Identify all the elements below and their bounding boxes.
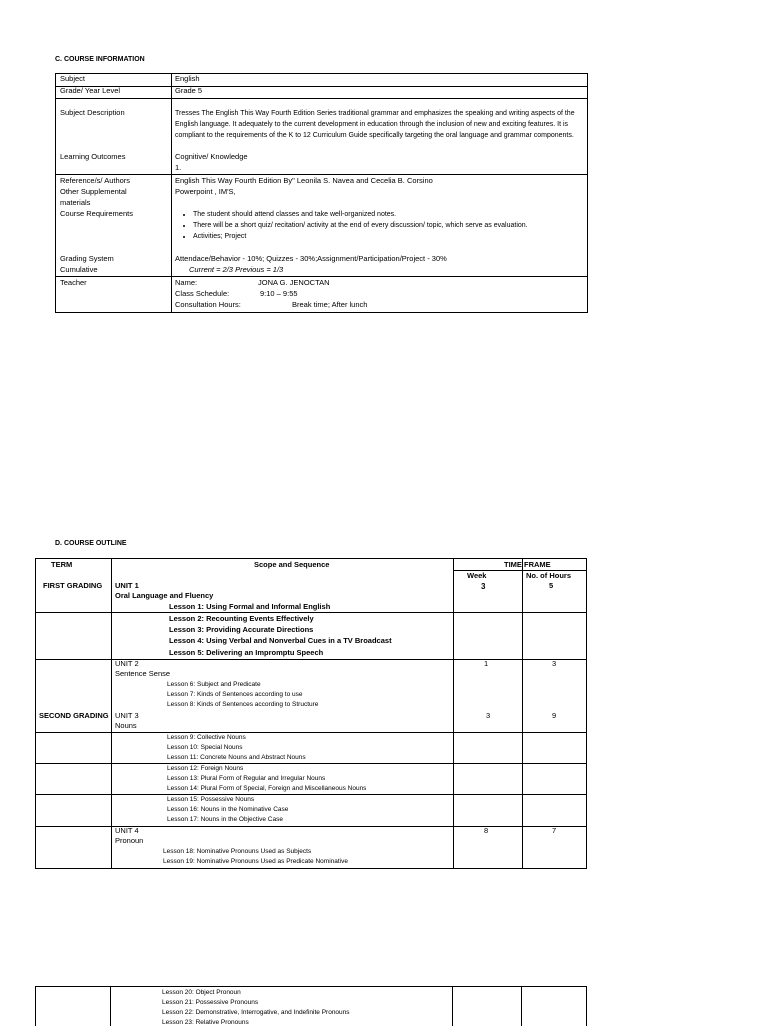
unit1-hours: 5 xyxy=(549,581,554,590)
unit2-title: UNIT 2 xyxy=(115,659,139,668)
col-timeframe-header: TIME FRAME xyxy=(504,560,551,569)
teacher-label: Teacher xyxy=(60,278,87,287)
table-divider xyxy=(56,174,587,175)
col-week-header: Week xyxy=(467,571,487,580)
table-divider xyxy=(36,794,586,795)
lesson-item: Lesson 21: Possessive Pronouns xyxy=(162,999,259,1006)
lesson-item: Lesson 12: Foreign Nouns xyxy=(167,765,244,772)
requirement-item: • Activities; Project xyxy=(193,232,593,243)
lesson-item: Lesson 4: Using Verbal and Nonverbal Cues in a TV Broadcast xyxy=(169,636,392,645)
second-grading-term: SECOND GRADING xyxy=(39,711,109,720)
table-divider xyxy=(522,559,523,868)
lesson-item: Lesson 17: Nouns in the Objective Case xyxy=(167,816,283,823)
unit3-week: 3 xyxy=(486,711,491,720)
col-hours-header: No. of Hours xyxy=(526,571,571,580)
course-outline-continued-table xyxy=(35,986,587,1026)
description-value: Tresses The English This Way Fourth Edition Series traditional grammar and emphasizes the speaking and writing aspects of the English language. It adequately to the current development in education through the inclusion of new and exciting features. It is compliant to the requirements of the K to 12 Curriculum Guide specifically targeting the oral language and grammar components. xyxy=(175,110,575,140)
supplemental-label-cont: materials xyxy=(60,198,91,207)
lesson-item: Lesson 2: Recounting Events Effectively xyxy=(169,614,314,623)
supplemental-value: Powerpoint , IM'S, xyxy=(175,187,236,196)
requirements-list xyxy=(175,210,593,243)
table-divider xyxy=(110,987,111,1026)
unit4-week: 8 xyxy=(484,826,489,835)
subject-value: English xyxy=(175,74,200,83)
outcomes-label: Learning Outcomes xyxy=(60,152,126,161)
unit3-name: Nouns xyxy=(115,721,137,730)
lesson-item: Lesson 16: Nouns in the Nominative Case xyxy=(167,806,289,813)
col-term-header: TERM xyxy=(51,560,73,569)
supplemental-label: Other Supplemental xyxy=(60,187,127,196)
lesson-item: Lesson 8: Kinds of Sentences according to Structure xyxy=(167,701,319,708)
table-divider xyxy=(453,559,454,868)
grading-label: Grading System xyxy=(60,254,114,263)
lesson-item: Lesson 19: Nominative Pronouns Used as Predicate Nominative xyxy=(163,858,348,865)
table-divider xyxy=(36,732,586,733)
lesson-item: Lesson 22: Demonstrative, Interrogative, and Indefinite Pronouns xyxy=(162,1009,350,1016)
teacher-name-label: Name: xyxy=(175,278,198,287)
unit3-title: UNIT 3 xyxy=(115,711,139,720)
lesson-item: Lesson 6: Subject and Predicate xyxy=(167,681,261,688)
unit4-title: UNIT 4 xyxy=(115,826,139,835)
table-divider xyxy=(35,987,36,1026)
lesson-item: Lesson 9: Collective Nouns xyxy=(167,734,246,741)
table-divider xyxy=(56,98,587,99)
lesson-item: Lesson 13: Plural Form of Regular and Irregular Nouns xyxy=(167,775,326,782)
table-divider xyxy=(56,276,587,277)
references-value: English This Way Fourth Edition By" Leonila S. Navea and Cecelia B. Corsino xyxy=(175,176,433,185)
lesson-item: Lesson 1: Using Formal and Informal English xyxy=(169,602,331,611)
unit2-hours: 3 xyxy=(552,659,557,668)
col-scope-header: Scope and Sequence xyxy=(254,560,330,569)
outcomes-value: Cognitive/ Knowledge xyxy=(175,152,248,161)
lesson-item: Lesson 5: Delivering an Impromptu Speech xyxy=(169,648,324,657)
course-information-table xyxy=(55,73,588,313)
lesson-item: Lesson 10: Special Nouns xyxy=(167,744,243,751)
course-information-heading: C. COURSE INFORMATION xyxy=(55,56,145,63)
unit1-name: Oral Language and Fluency xyxy=(115,591,214,600)
table-divider xyxy=(586,987,587,1026)
unit2-week: 1 xyxy=(484,659,489,668)
consultation-value: Break time; After lunch xyxy=(292,300,368,309)
cumulative-label: Cumulative xyxy=(60,265,98,274)
table-divider xyxy=(521,987,522,1026)
unit2-name: Sentence Sense xyxy=(115,669,171,678)
subject-label: Subject xyxy=(60,74,86,83)
schedule-value: 9:10 – 9:55 xyxy=(260,289,298,298)
lesson-item: Lesson 14: Plural Form of Special, Foreign and Miscellaneous Nouns xyxy=(167,785,367,792)
course-outline-heading: D. COURSE OUTLINE xyxy=(55,540,127,547)
lesson-item: Lesson 11: Concrete Nouns and Abstract Nouns xyxy=(167,754,306,761)
grade-label: Grade/ Year Level xyxy=(60,86,121,95)
teacher-name-value: JONA G. JENOCTAN xyxy=(258,278,330,287)
lesson-item: Lesson 18: Nominative Pronouns Used as Subjects xyxy=(163,848,312,855)
grade-value: Grade 5 xyxy=(175,86,203,95)
description-label: Subject Description xyxy=(60,108,125,117)
unit4-name: Pronoun xyxy=(115,836,144,845)
unit1-week: 3 xyxy=(481,582,486,591)
lesson-item: Lesson 20: Object Pronoun xyxy=(162,989,241,996)
lesson-item: Lesson 3: Providing Accurate Directions xyxy=(169,625,314,634)
table-divider xyxy=(452,987,453,1026)
table-divider xyxy=(56,86,587,87)
unit1-title: UNIT 1 xyxy=(115,581,139,590)
references-label: Reference/s/ Authors xyxy=(60,176,131,185)
lesson-item: Lesson 23: Relative Pronouns xyxy=(162,1019,249,1026)
requirement-item: • There will be a short quiz/ recitation/ activity at the end of every discussion/ topic, which serve as evaluation. xyxy=(193,221,593,232)
table-divider xyxy=(36,763,586,764)
lesson-item: Lesson 7: Kinds of Sentences according to use xyxy=(167,691,303,698)
outcomes-item: 1. xyxy=(175,163,182,172)
grading-value: Attendace/Behavior - 10%; Quizzes - 30%;Assignment/Participation/Project - 30% xyxy=(175,254,447,263)
course-outline-table xyxy=(35,558,587,869)
unit4-hours: 7 xyxy=(552,826,557,835)
cumulative-value: Current = 2/3 Previous = 1/3 xyxy=(189,265,284,274)
first-grading-term: FIRST GRADING xyxy=(43,581,103,590)
table-divider xyxy=(111,559,112,868)
unit3-hours: 9 xyxy=(552,711,557,720)
requirements-label: Course Requirements xyxy=(60,209,133,218)
consultation-label: Consultation Hours: xyxy=(175,300,241,309)
requirement-item: • The student should attend classes and take well-organized notes. xyxy=(193,210,593,221)
lesson-item: Lesson 15: Possessive Nouns xyxy=(167,796,255,803)
schedule-label: Class Schedule: xyxy=(175,289,230,298)
